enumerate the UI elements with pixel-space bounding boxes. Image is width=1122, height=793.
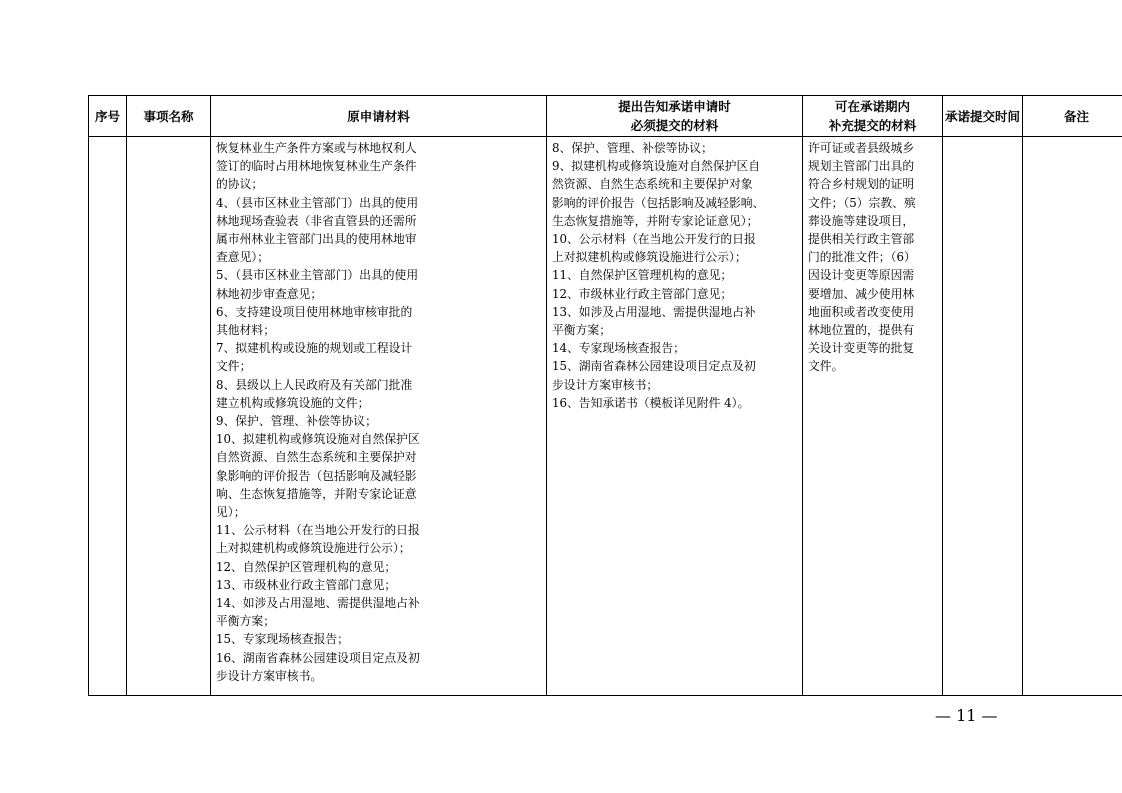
cell-seq <box>89 137 127 696</box>
text-line: 葬设施等建设项目， <box>808 213 915 228</box>
text-line: 生态恢复措施等，并附专家论证意见）； <box>552 213 759 228</box>
text-line: 恢复林业生产条件方案或与林地权利人 <box>216 141 417 155</box>
text-line: 属市州林业主管部门出具的使用林地审 <box>216 232 417 247</box>
text-line: 8、县级以上人民政府及有关部门批准 <box>216 377 413 392</box>
text-line: 平衡方案； <box>552 323 611 338</box>
table-header-row <box>89 96 1122 137</box>
text-line: 6、支持建设项目使用林地审核审批的 <box>216 304 413 319</box>
materials-table <box>88 95 1122 696</box>
text-line: 11、公示材料（在当地公开发行的日报 <box>216 523 420 538</box>
text-line: 响、生态恢复措施等，并附专家论证意 <box>216 486 417 501</box>
table-row <box>89 137 1122 696</box>
text-line: 关设计变更等的批复 <box>808 341 915 356</box>
text-line: 9、保护、管理、补偿等协议； <box>216 414 377 429</box>
cell-original-materials <box>211 137 547 696</box>
header-original-materials: 原申请材料 <box>211 96 547 137</box>
text-line: 上对拟建机构或修筑设施进行公示）； <box>216 541 411 556</box>
text-line: 门的批准文件；（6） <box>808 250 916 265</box>
text-line: 12、市级林业行政主管部门意见； <box>552 286 733 301</box>
text-line: 林地初步审查意见； <box>216 286 323 301</box>
header-supplement-line2: 补充提交的材料 <box>828 118 917 133</box>
text-line: 查意见）； <box>216 250 270 265</box>
text-line: 14、如涉及占用湿地、需提供湿地占补 <box>216 596 420 611</box>
text-line: 14、专家现场核查报告； <box>552 341 685 356</box>
header-item-name: 事项名称 <box>127 96 211 137</box>
text-line: 文件。 <box>808 359 844 374</box>
cell-remarks <box>1023 137 1122 696</box>
text-line: 10、拟建机构或修筑设施对自然保护区 <box>216 432 420 447</box>
text-line: 11、自然保护区管理机构的意见； <box>552 268 733 283</box>
text-line: 10、公示材料（在当地公开发行的日报 <box>552 232 756 247</box>
cell-item-name <box>127 137 211 696</box>
text-line: 16、告知承诺书（模板详见附件 4）。 <box>552 395 750 410</box>
text-line: 文件； <box>216 359 252 374</box>
header-notify-materials <box>547 96 803 137</box>
text-line: 15、专家现场核查报告； <box>216 632 349 647</box>
text-line: 象影响的评价报告（包括影响及减轻影 <box>216 468 417 483</box>
text-line: 上对拟建机构或修筑设施进行公示）； <box>552 250 747 265</box>
text-line: 影响的评价报告（包括影响及减轻影响、 <box>552 195 765 210</box>
text-line: 步设计方案审核书； <box>552 377 659 392</box>
cell-supplement-materials <box>803 137 943 696</box>
text-line: 自然资源、自然生态系统和主要保护对 <box>216 450 417 465</box>
text-line: 4、（县市区林业主管部门）出具的使用 <box>216 195 419 210</box>
text-line: 然资源、自然生态系统和主要保护对象 <box>552 177 753 192</box>
header-commit-time: 承诺提交时间 <box>943 96 1023 137</box>
header-notify-line1: 提出告知承诺申请时 <box>618 99 731 114</box>
text-line: 规划主管部门出具的 <box>808 159 915 174</box>
text-line: 15、湖南省森林公园建设项目定点及初 <box>552 359 756 374</box>
text-line: 许可证或者县级城乡 <box>808 141 915 155</box>
text-line: 签订的临时占用林地恢复林业生产条件 <box>216 159 417 174</box>
text-line: 见）； <box>216 505 246 520</box>
text-line: 5、（县市区林业主管部门）出具的使用 <box>216 268 419 283</box>
page-number: — 11 — <box>935 706 998 725</box>
header-supplement-line1: 可在承诺期内 <box>834 99 910 114</box>
text-line: 13、如涉及占用湿地、需提供湿地占补 <box>552 304 756 319</box>
text-line: 提供相关行政主管部 <box>808 232 915 247</box>
text-line: 林地现场查验表（非省直管县的还需所 <box>216 213 417 228</box>
header-remarks: 备注 <box>1023 96 1122 137</box>
text-line: 要增加、减少使用林 <box>808 286 915 301</box>
text-line: 9、拟建机构或修筑设施对自然保护区自 <box>552 159 761 174</box>
header-notify-line2: 必须提交的材料 <box>630 118 719 133</box>
header-seq: 序号 <box>89 96 127 137</box>
text-line: 7、拟建机构或设施的规划或工程设计 <box>216 341 413 356</box>
text-line: 16、湖南省森林公园建设项目定点及初 <box>216 650 420 665</box>
text-line: 步设计方案审核书。 <box>216 668 323 683</box>
text-line: 平衡方案； <box>216 614 275 629</box>
text-line: 文件；（5）宗教、殡 <box>808 195 916 210</box>
text-line: 地面积或者改变使用 <box>808 304 915 319</box>
text-line: 林地位置的，提供有 <box>808 323 915 338</box>
text-line: 因设计变更等原因需 <box>808 268 915 283</box>
text-line: 其他材料； <box>216 323 275 338</box>
text-line: 8、保护、管理、补偿等协议； <box>552 141 713 155</box>
text-line: 13、市级林业行政主管部门意见； <box>216 577 397 592</box>
text-line: 的协议； <box>216 177 264 192</box>
text-line: 12、自然保护区管理机构的意见； <box>216 559 397 574</box>
cell-commit-time <box>943 137 1023 696</box>
text-line: 符合乡村规划的证明 <box>808 177 915 192</box>
cell-notify-materials <box>547 137 803 696</box>
text-line: 建立机构或修筑设施的文件； <box>216 395 370 410</box>
header-supplement-materials <box>803 96 943 137</box>
